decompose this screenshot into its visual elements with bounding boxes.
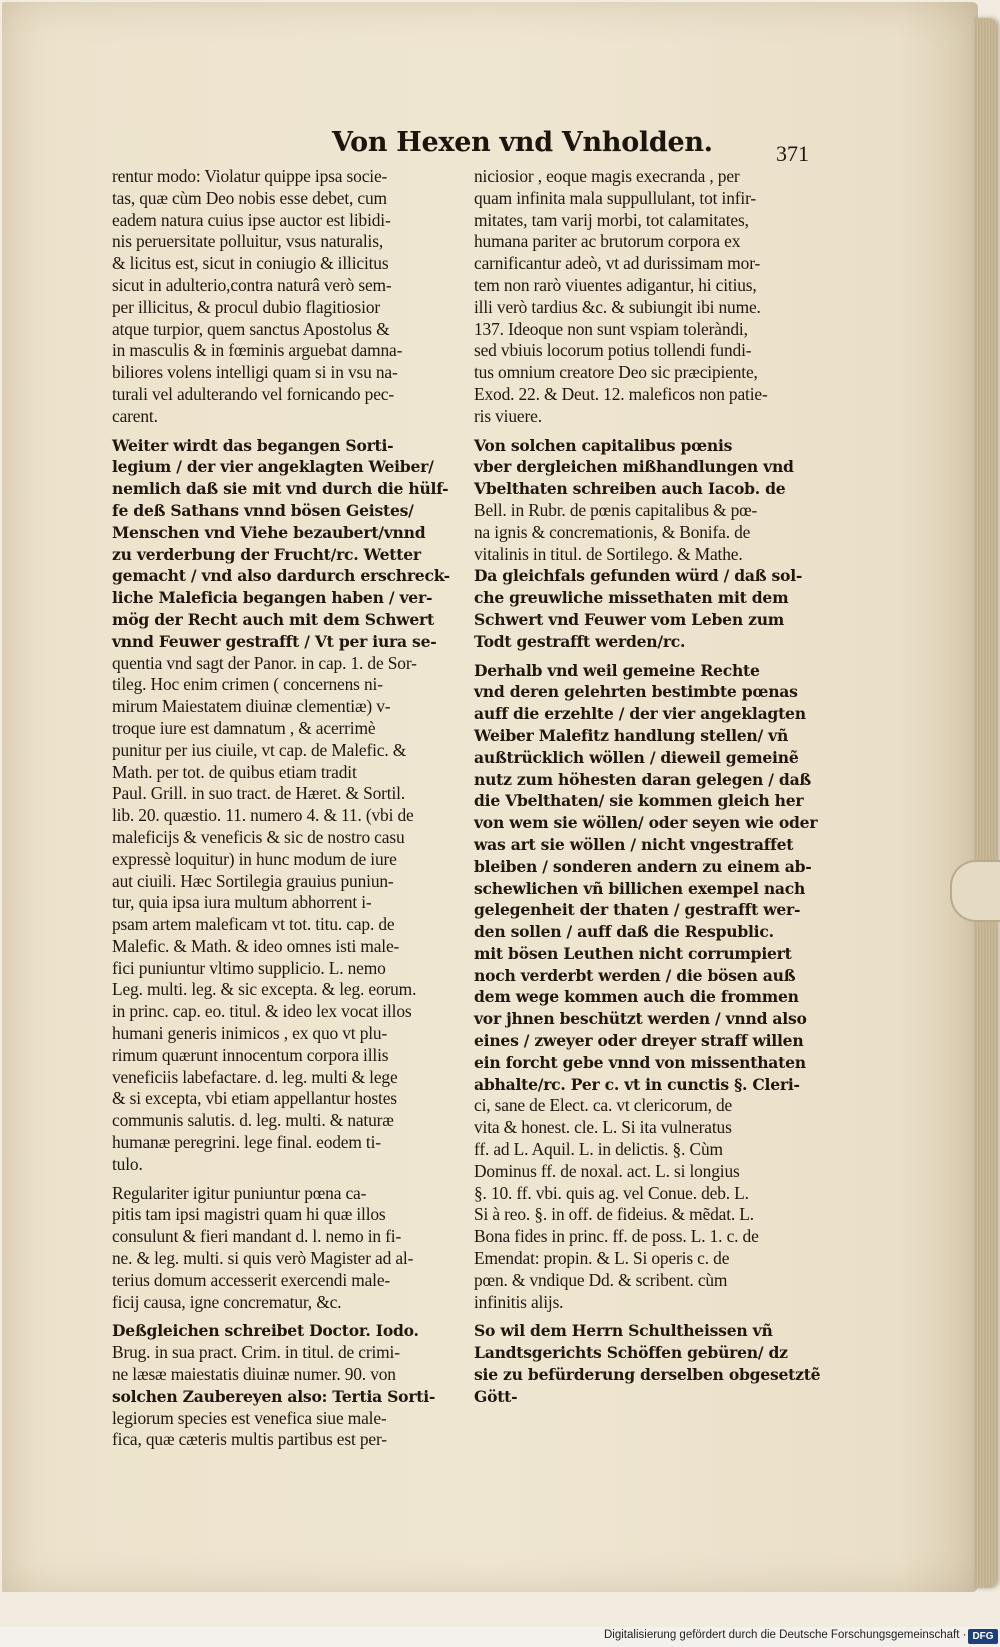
text-line: carent. [112,405,158,426]
text-line: na ignis & concremationis, & Bonifa. de [474,521,751,542]
text-line: terius domum accesserit exercendi male- [112,1269,391,1290]
text-line: von wem sie wöllen/ oder seyen wie oder [474,813,818,833]
text-line: was art sie wöllen / nicht vngestraffet [474,834,794,854]
text-line: eines / zweyer oder dreyer straff willen [474,1031,804,1051]
text-line: tulo. [112,1153,143,1174]
text-line: rimum quærunt innocentum corpora illis [112,1044,389,1065]
right-column [474,166,821,1408]
funding-credit: Digitalisierung gefördert durch die Deutsche Forschungsgemeinschaft · [604,1629,967,1641]
text-line: Bona fides in princ. ff. de poss. L. 1. c. de [474,1226,759,1247]
text-line: nis peruersitate polluitur, vsus naturalis, [112,231,384,252]
text-line: Regulariter igitur puniuntur pœna ca- [112,1182,367,1203]
text-line: Brug. in sua pract. Crim. in titul. de crimi- [112,1342,400,1363]
text-line: quentia vnd sagt der Panor. in cap. 1. de Sor- [112,652,417,673]
left-column [112,166,450,1451]
text-line: mitates, tam varij morbi, tot calamitates, [474,209,749,230]
text-line: Weiber Malefitz handlung stellen/ vñ [474,725,789,745]
text-line: legiorum species est venefica siue male- [112,1407,387,1428]
text-line: §. 10. ff. vbi. quis ag. vel Conue. deb. L. [474,1182,749,1203]
text-line: vber dergleichen mißhandlungen vnd [474,457,794,477]
text-line: Paul. Grill. in suo tract. de Hæret. & Sortil. [112,783,406,804]
text-line: communis salutis. d. leg. multi. & naturæ [112,1110,394,1131]
text-line: Landtsgerichts Schöffen gebüren/ dz [474,1343,788,1363]
text-line: fica, quæ cæteris multis partibus est per- [112,1429,387,1450]
text-line: in masculis & in fœminis arguebat damna- [112,340,403,361]
text-line: illi verò tardius &c. & subiungit ibi nume. [474,296,761,317]
text-line: troque iure est damnatum , & acerrimè [112,717,376,738]
text-line: sed vbiuis locorum potius tollendi fundi- [474,340,752,361]
text-line: Gött- [474,1386,518,1406]
text-line: liche Maleficia begangen haben / ver- [112,588,433,608]
text-line: humani generis inimicos , ex quo vt plu- [112,1023,388,1044]
page-stack-edge [975,18,997,1588]
text-line: lib. 20. quæstio. 11. numero 4. & 11. (vbi de [112,805,414,826]
text-line: veneficiis labefactare. d. leg. multi & lege [112,1066,398,1087]
text-line: Malefic. & Math. & ideo omnes isti male- [112,935,400,956]
text-line: außtrücklich wöllen / dieweil gemeinẽ [474,747,799,767]
text-line: solchen Zaubereyen also: Tertia Sorti- [112,1386,436,1406]
text-line: consulunt & fieri mandant d. l. nemo in fi- [112,1226,402,1247]
text-line: ci, sane de Elect. ca. vt clericorum, de [474,1095,733,1116]
text-line: auff die erzehlte / der vier angeklagten [474,704,806,724]
text-line: Si à reo. §. in off. de fideius. & mẽdat. L. [474,1204,754,1225]
text-line: Todt gestrafft werden/rc. [474,631,686,651]
text-line: Derhalb vnd weil gemeine Rechte [474,660,760,680]
text-line: atque turpior, quem sanctus Apostolus & [112,318,390,339]
text-line: expressè loquitur) in hunc modum de iure [112,848,397,869]
text-line: maleficijs & veneficis & sic de nostro casu [112,826,405,847]
text-line: Exod. 22. & Deut. 12. maleficos non patie- [474,383,768,404]
text-line: mirum Maiestatem diuinæ clementiæ) v- [112,696,391,717]
text-line: vnnd Feuwer gestrafft / Vt per iura se- [112,631,437,651]
text-line: mög der Recht auch mit dem Schwert [112,609,434,629]
text-line: die Vbelthaten/ sie kommen gleich her [474,791,804,811]
text-line: mit bösen Leuthen nicht corrumpiert [474,943,792,963]
text-line: bleiben / sonderen andern zu einem ab- [474,856,812,876]
text-line: den sollen / auff daß die Respublic. [474,922,774,942]
text-line: nutz zum höhesten daran gelegen / daß [474,769,812,789]
text-line: vnd deren gelehrten bestimbte pœnas [474,682,798,702]
text-line: humanæ peregrini. lege final. eodem ti- [112,1132,381,1153]
text-line: tus omnium creatore Deo sic præcipiente, [474,362,758,383]
text-line: Schwert vnd Feuwer vom Leben zum [474,609,785,629]
text-line: turali vel adulterando vel fornicando pec- [112,383,394,404]
text-line: nemlich daß sie mit vnd durch die hülf- [112,479,449,499]
text-line: gemacht / vnd also dardurch erschreck- [112,566,450,586]
paragraph-gap [474,653,816,660]
text-line: abhalte/rc. Per c. vt in cunctis §. Cleri- [474,1074,800,1094]
text-line: Dominus ff. de noxal. act. L. si longius [474,1160,740,1181]
text-line: Math. per tot. de quibus etiam tradit [112,761,357,782]
text-line: infinitis alijs. [474,1291,564,1312]
text-line: ein forcht gebe vnnd von missenthaten [474,1052,806,1072]
text-line: psam artem maleficam vt tot. titu. cap. de [112,914,395,935]
text-line: tas, quæ cùm Deo nobis esse debet, cum [112,187,387,208]
text-line: tur, quia ipsa iura multum abhorrent i- [112,892,372,913]
paragraph-gap [474,428,816,435]
text-line: niciosior , eoque magis execranda , per [474,166,740,186]
text-line: Menschen vnd Viehe bezaubert/vnnd [112,522,426,542]
text-line: tileg. Hoc enim crimen ( concernens ni- [112,674,383,695]
paragraph-gap [474,1313,816,1320]
text-line: legium / der vier angeklagten Weiber/ [112,457,434,477]
text-line: in princ. cap. eo. titul. & ideo lex vocat illos [112,1001,412,1022]
paragraph-gap [112,1176,450,1183]
page-number: 371 [776,141,809,166]
text-line: Vbelthaten schreiben auch Iacob. de [474,479,786,499]
text-line: biliores volens intelligi quam si in vsu na- [112,362,398,383]
dfg-logo: DFG [968,1629,998,1644]
text-line: quam infinita mala suppullulant, tot infir- [474,187,757,208]
text-line: vitalinis in titul. de Sortilego. & Mathe. [474,543,743,564]
text-line: ris viuere. [474,405,542,426]
text-line: per illicitus, & procul dubio flagitiosior [112,296,381,317]
text-line: fici puniuntur vltimo supplicio. L. nemo [112,957,386,978]
text-line: Weiter wirdt das begangen Sorti- [112,435,394,455]
text-line: carnificantur adeò, vt ad durissimam mor- [474,253,761,274]
text-line: Von solchen capitalibus pœnis [474,435,733,455]
text-line: Bell. in Rubr. de pœnis capitalibus & pœ- [474,499,758,520]
text-line: ficij causa, igne concrematur, &c. [112,1291,342,1312]
text-line: aut ciuili. Hæc Sortilegia grauius puniun- [112,870,394,891]
text-line: ne læsæ maiestatis diuinæ numer. 90. von [112,1364,396,1385]
running-title: Von Hexen vnd Vnholden. [332,127,713,158]
text-line: pitis tam ipsi magistri quam hi quæ illos [112,1204,386,1225]
text-line: Deßgleichen schreibet Doctor. Iodo. [112,1321,419,1341]
text-line: dem wege kommen auch die frommen [474,987,799,1007]
paragraph-gap [112,428,450,435]
text-line: pœn. & vndique Dd. & scribent. cùm [474,1269,728,1290]
text-line: Da gleichfals gefunden würd / daß sol- [474,566,803,586]
text-line: ff. ad L. Aquil. L. in delictis. §. Cùm [474,1139,723,1160]
text-line: 137. Ideoque non sunt vspiam toleràndi, [474,318,748,339]
text-line: fe deß Sathans vnnd bösen Geistes/ [112,500,414,520]
text-line: tem non rarò viuentes adigantur, hi citius, [474,274,757,295]
text-line: Leg. multi. leg. & sic excepta. & leg. eorum. [112,979,417,1000]
text-line: vita & honest. cle. L. Si ita vulneratus [474,1117,732,1138]
text-line: rentur modo: Violatur quippe ipsa socie- [112,166,388,186]
bookmark-tab [950,860,1000,922]
text-line: vor jhnen beschützt werden / vnnd also [474,1009,807,1029]
text-line: So wil dem Herrn Schultheissen vñ [474,1321,773,1341]
text-line: sicut in adulterio,contra naturâ verò sem- [112,274,392,295]
text-line: & licitus est, sicut in coniugio & illicitus [112,253,389,274]
text-line: eadem natura cuius ipse auctor est libidi- [112,209,391,230]
text-line: sie zu befürderung derselben obgesetztẽ [474,1365,821,1385]
text-line: noch verderbt werden / die bösen auß [474,965,796,985]
text-line: Emendat: propin. & L. Si operis c. de [474,1248,730,1269]
text-line: zu verderbung der Frucht/rc. Wetter [112,544,421,564]
text-line: humana pariter ac brutorum corpora ex [474,231,741,252]
text-line: & si excepta, vbi etiam appellantur hostes [112,1088,397,1109]
text-line: punitur per ius ciuile, vt cap. de Malefic. & [112,739,407,760]
text-line: ne. & leg. multi. si quis verò Magister ad al- [112,1248,414,1269]
text-line: schewlichen vñ billichen exempel nach [474,878,806,898]
text-line: gelegenheit der thaten / gestrafft wer- [474,900,801,920]
paragraph-gap [112,1313,450,1320]
text-line: che greuwliche missethaten mit dem [474,588,789,608]
